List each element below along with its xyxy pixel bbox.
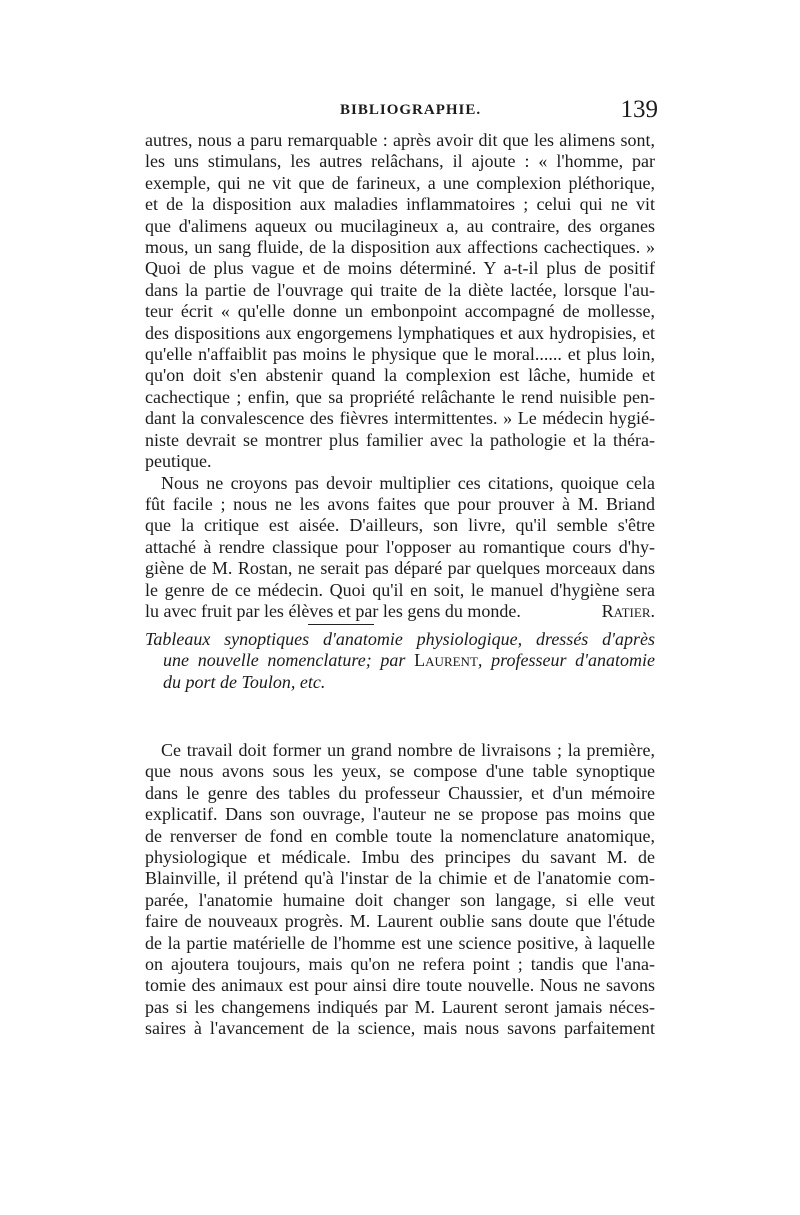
title-line: Tableaux synoptiques d'anatomie physiologique, dressés d'après: [145, 629, 655, 649]
text-line: que nous avons sous les yeux, se compose d'une table synoptique: [145, 761, 655, 782]
text-line: dans la partie de l'ouvrage qui traite de la diète lactée, lorsque l'au-: [145, 279, 655, 300]
text-line: faire de nouveaux progrès. M. Laurent oublie sans doute que l'étude: [145, 911, 655, 932]
text-line-content: lu avec fruit par les élèves et par les gens du monde.: [145, 600, 521, 621]
text-line: dant la convalescence des fièvres intermittentes. » Le médecin hygié-: [145, 408, 655, 429]
text-line: dans le genre des tables du professeur Chaussier, et d'un mémoire: [145, 782, 655, 803]
text-line: teur écrit « qu'elle donne un embonpoint accompagné de mollesse,: [145, 301, 655, 322]
text-line: attaché à rendre classique pour l'opposer au romantique cours d'hy-: [145, 536, 655, 557]
text-line: mous, un sang fluide, de la disposition aux affections cachectiques. »: [145, 237, 655, 258]
text-line: pas si les changemens indiqués par M. Laurent seront jamais néces-: [145, 996, 655, 1017]
review-ratier-body: [145, 130, 655, 622]
text-line: peutique.: [145, 451, 212, 472]
text-line: niste devrait se montrer plus familier avec la pathologie et la théra-: [145, 429, 655, 450]
text-line: explicatif. Dans son ouvrage, l'auteur ne se propose pas moins que: [145, 804, 655, 825]
review-laurent-title: [145, 629, 655, 693]
text-line: le genre de ce médecin. Quoi qu'il en soit, le manuel d'hygiène sera: [145, 579, 655, 600]
text-line: Ce travail doit former un grand nombre de livraisons ; la première,: [161, 740, 655, 760]
text-line: de la partie matérielle de l'homme est une science positive, à laquelle: [145, 932, 655, 953]
text-line: que d'alimens aqueux ou mucilagineux a, au contraire, des organes: [145, 215, 655, 236]
text-line: exemple, qui ne vit que de farineux, a une complexion pléthorique,: [145, 172, 655, 193]
text-line: que la critique est aisée. D'ailleurs, son livre, qu'il semble s'être: [145, 515, 655, 536]
text-line: fût facile ; nous ne les avons faites que pour prouver à M. Briand: [145, 493, 655, 514]
text-line: tomie des animaux est pour ainsi dire toute nouvelle. Nous ne savons: [145, 975, 655, 996]
text-line: des dispositions aux engorgemens lymphatiques et aux hydropisies, et: [145, 322, 655, 343]
review-laurent-body: [145, 740, 655, 1040]
text-line: parée, l'anatomie humaine doit changer son langage, si elle veut: [145, 889, 655, 910]
text-line: saires à l'avancement de la science, mais nous savons parfaitement: [145, 1018, 655, 1039]
title-text: , professeur d'anatomie: [477, 650, 656, 671]
text-line: on ajoutera toujours, mais qu'on ne refera point ; tandis que l'ana-: [145, 954, 655, 975]
page-number: 139: [620, 96, 658, 123]
text-line: qu'on doit s'en abstenir quand la complexion est lâche, humide et: [145, 365, 655, 386]
title-text: une nouvelle nomenclature; par: [163, 650, 415, 671]
text-line: cachectique ; enfin, que sa propriété relâchante le rend nuisible pen-: [145, 386, 655, 407]
text-line: et de la disposition aux maladies inflammatoires ; celui qui ne vit: [145, 194, 655, 215]
text-line: [145, 601, 655, 622]
text-line: physiologique et médicale. Imbu des principes du savant M. de: [145, 847, 655, 868]
running-head: BIBLIOGRAPHIE.: [340, 102, 482, 118]
text-line: les uns stimulans, les autres relâchans, il ajoute : « l'homme, par: [145, 151, 655, 172]
section-divider: [308, 624, 374, 625]
title-line: [145, 650, 655, 671]
title-author: Laurent: [414, 650, 478, 671]
page-header: [150, 98, 660, 130]
text-line: autres, nous a paru remarquable : après avoir dit que les alimens sont,: [145, 130, 655, 150]
title-line: du port de Toulon, etc.: [163, 671, 326, 692]
text-line: Blainville, il prétend qu'à l'instar de la chimie et de l'anatomie com-: [145, 868, 655, 889]
text-line: Nous ne croyons pas devoir multiplier ces citations, quoique cela: [161, 472, 655, 493]
text-line: de renverser de fond en comble toute la nomenclature anatomique,: [145, 825, 655, 846]
text-line: giène de M. Rostan, ne serait pas déparé par quelques morceaux dans: [145, 558, 655, 579]
author-signature: Ratier.: [601, 600, 655, 621]
text-line: qu'elle n'affaiblit pas moins le physique que le moral...... et plus loin,: [145, 344, 655, 365]
text-line: Quoi de plus vague et de moins déterminé. Y a-t-il plus de positif: [145, 258, 655, 279]
